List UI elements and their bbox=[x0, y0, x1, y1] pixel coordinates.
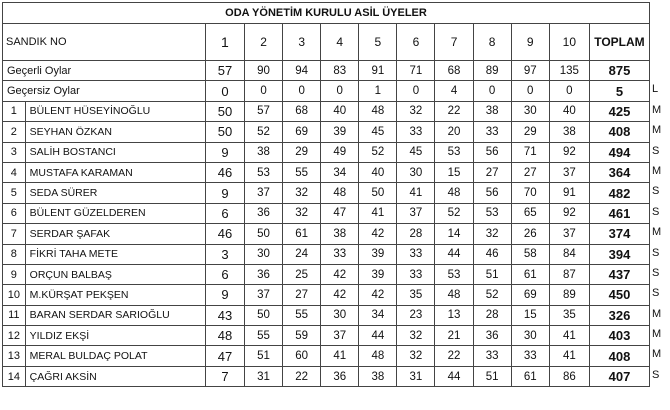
vote-cell: 31 bbox=[245, 366, 283, 386]
candidate-name: ORÇUN BALBAŞ bbox=[25, 264, 205, 284]
vote-cell: 0 bbox=[549, 81, 589, 101]
vote-cell: 55 bbox=[245, 326, 283, 346]
vote-cell: 36 bbox=[473, 326, 511, 346]
vote-cell: 31 bbox=[397, 366, 435, 386]
candidate-row bbox=[3, 122, 650, 142]
vote-cell: 70 bbox=[511, 183, 549, 203]
row-code: M bbox=[652, 226, 662, 238]
vote-cell: 48 bbox=[359, 101, 397, 121]
candidate-row bbox=[3, 366, 650, 386]
row-code: M bbox=[652, 104, 662, 116]
vote-cell: 51 bbox=[473, 366, 511, 386]
vote-cell: 20 bbox=[435, 122, 473, 142]
vote-cell: 97 bbox=[511, 61, 549, 81]
vote-cell: 0 bbox=[397, 81, 435, 101]
vote-cell: 55 bbox=[283, 305, 321, 325]
sandik-col-6: 6 bbox=[397, 24, 435, 61]
sandik-col-10: 10 bbox=[549, 24, 589, 61]
vote-cell: 33 bbox=[397, 264, 435, 284]
vote-cell: 39 bbox=[321, 122, 359, 142]
vote-cell: 41 bbox=[359, 203, 397, 223]
vote-cell: 42 bbox=[321, 264, 359, 284]
candidate-name: FİKRİ TAHA METE bbox=[25, 244, 205, 264]
vote-cell: 50 bbox=[205, 101, 244, 121]
sandik-col-4: 4 bbox=[321, 24, 359, 61]
sandik-col-1: 1 bbox=[205, 24, 244, 61]
vote-cell: 50 bbox=[205, 122, 244, 142]
vote-cell: 40 bbox=[359, 162, 397, 182]
total-cell: 403 bbox=[589, 326, 649, 346]
row-code: S bbox=[652, 247, 660, 259]
vote-cell: 47 bbox=[205, 346, 244, 366]
vote-cell: 30 bbox=[321, 305, 359, 325]
vote-cell: 52 bbox=[435, 203, 473, 223]
sandik-no-label: SANDIK NO bbox=[3, 24, 206, 61]
vote-cell: 135 bbox=[549, 61, 589, 81]
row-code: S bbox=[652, 287, 660, 299]
vote-cell: 48 bbox=[435, 183, 473, 203]
vote-cell: 0 bbox=[511, 81, 549, 101]
total-cell: 494 bbox=[589, 142, 649, 162]
sandik-col-8: 8 bbox=[473, 24, 511, 61]
vote-cell: 56 bbox=[473, 183, 511, 203]
total-cell: 326 bbox=[589, 305, 649, 325]
vote-cell: 30 bbox=[511, 326, 549, 346]
vote-cell: 40 bbox=[549, 101, 589, 121]
candidate-row bbox=[3, 224, 650, 244]
vote-cell: 15 bbox=[511, 305, 549, 325]
row-code: S bbox=[652, 185, 660, 197]
vote-cell: 44 bbox=[435, 366, 473, 386]
vote-cell: 42 bbox=[359, 285, 397, 305]
vote-cell: 30 bbox=[511, 101, 549, 121]
candidate-name: M.KÜRŞAT PEKŞEN bbox=[25, 285, 205, 305]
row-code: M bbox=[652, 328, 662, 340]
vote-cell: 25 bbox=[283, 264, 321, 284]
vote-cell: 87 bbox=[549, 264, 589, 284]
vote-cell: 3 bbox=[205, 244, 244, 264]
vote-cell: 91 bbox=[359, 61, 397, 81]
total-cell: 5 bbox=[589, 81, 649, 101]
vote-cell: 24 bbox=[283, 244, 321, 264]
vote-cell: 53 bbox=[435, 142, 473, 162]
vote-cell: 61 bbox=[511, 264, 549, 284]
row-code: M bbox=[652, 124, 662, 136]
vote-cell: 39 bbox=[359, 244, 397, 264]
vote-cell: 0 bbox=[283, 81, 321, 101]
vote-cell: 38 bbox=[473, 101, 511, 121]
total-cell: 437 bbox=[589, 264, 649, 284]
candidate-name: ÇAĞRI AKSİN bbox=[25, 366, 205, 386]
vote-cell: 92 bbox=[549, 203, 589, 223]
vote-cell: 0 bbox=[245, 81, 283, 101]
total-cell: 407 bbox=[589, 366, 649, 386]
vote-cell: 32 bbox=[283, 203, 321, 223]
vote-cell: 60 bbox=[283, 346, 321, 366]
vote-cell: 41 bbox=[549, 326, 589, 346]
total-cell: 364 bbox=[589, 162, 649, 182]
row-code: S bbox=[652, 206, 660, 218]
vote-cell: 48 bbox=[359, 346, 397, 366]
vote-cell: 55 bbox=[283, 162, 321, 182]
vote-cell: 47 bbox=[321, 203, 359, 223]
vote-cell: 32 bbox=[397, 101, 435, 121]
vote-cell: 9 bbox=[205, 285, 244, 305]
total-header: TOPLAM bbox=[589, 24, 649, 61]
vote-cell: 46 bbox=[205, 224, 244, 244]
vote-cell: 26 bbox=[511, 224, 549, 244]
sandik-col-2: 2 bbox=[245, 24, 283, 61]
vote-cell: 35 bbox=[549, 305, 589, 325]
vote-cell: 21 bbox=[435, 326, 473, 346]
vote-cell: 32 bbox=[397, 346, 435, 366]
vote-cell: 30 bbox=[397, 162, 435, 182]
vote-cell: 34 bbox=[321, 162, 359, 182]
vote-cell: 34 bbox=[359, 305, 397, 325]
candidate-row bbox=[3, 142, 650, 162]
vote-cell: 30 bbox=[245, 244, 283, 264]
row-code: L bbox=[652, 83, 659, 95]
vote-cell: 51 bbox=[245, 346, 283, 366]
vote-cell: 86 bbox=[549, 366, 589, 386]
vote-cell: 53 bbox=[473, 203, 511, 223]
vote-cell: 42 bbox=[321, 285, 359, 305]
candidate-number: 14 bbox=[3, 366, 26, 386]
vote-cell: 45 bbox=[359, 122, 397, 142]
vote-cell: 41 bbox=[321, 346, 359, 366]
vote-cell: 44 bbox=[359, 326, 397, 346]
vote-cell: 37 bbox=[245, 183, 283, 203]
vote-cell: 40 bbox=[321, 101, 359, 121]
candidate-row bbox=[3, 346, 650, 366]
vote-cell: 89 bbox=[549, 285, 589, 305]
vote-cell: 37 bbox=[245, 285, 283, 305]
summary-label: Geçersiz Oylar bbox=[3, 81, 206, 101]
vote-cell: 0 bbox=[321, 81, 359, 101]
candidate-number: 9 bbox=[3, 264, 26, 284]
vote-cell: 43 bbox=[205, 305, 244, 325]
vote-cell: 36 bbox=[245, 203, 283, 223]
vote-cell: 84 bbox=[549, 244, 589, 264]
candidate-name: MERAL BULDAÇ POLAT bbox=[25, 346, 205, 366]
vote-cell: 71 bbox=[397, 61, 435, 81]
candidate-number: 2 bbox=[3, 122, 26, 142]
vote-cell: 52 bbox=[245, 122, 283, 142]
vote-cell: 44 bbox=[435, 244, 473, 264]
vote-cell: 68 bbox=[435, 61, 473, 81]
vote-cell: 32 bbox=[397, 326, 435, 346]
vote-cell: 38 bbox=[549, 122, 589, 142]
sandik-col-9: 9 bbox=[511, 24, 549, 61]
vote-cell: 15 bbox=[435, 162, 473, 182]
vote-cell: 22 bbox=[435, 346, 473, 366]
total-cell: 425 bbox=[589, 101, 649, 121]
vote-cell: 46 bbox=[205, 162, 244, 182]
candidate-name: MUSTAFA KARAMAN bbox=[25, 162, 205, 182]
vote-cell: 89 bbox=[473, 61, 511, 81]
candidate-row bbox=[3, 264, 650, 284]
candidate-number: 11 bbox=[3, 305, 26, 325]
candidate-row bbox=[3, 101, 650, 121]
vote-cell: 49 bbox=[321, 142, 359, 162]
vote-cell: 28 bbox=[397, 224, 435, 244]
candidate-name: SEDA SÜRER bbox=[25, 183, 205, 203]
summary-label: Geçerli Oylar bbox=[3, 61, 206, 81]
vote-cell: 41 bbox=[549, 346, 589, 366]
vote-cell: 38 bbox=[245, 142, 283, 162]
title-row bbox=[3, 3, 650, 24]
vote-cell: 32 bbox=[283, 183, 321, 203]
row-code: S bbox=[652, 145, 660, 157]
vote-cell: 53 bbox=[245, 162, 283, 182]
vote-cell: 59 bbox=[283, 326, 321, 346]
total-cell: 482 bbox=[589, 183, 649, 203]
candidate-number: 3 bbox=[3, 142, 26, 162]
total-cell: 394 bbox=[589, 244, 649, 264]
vote-cell: 56 bbox=[473, 142, 511, 162]
candidate-number: 1 bbox=[3, 101, 26, 121]
vote-cell: 13 bbox=[435, 305, 473, 325]
vote-cell: 65 bbox=[511, 203, 549, 223]
vote-cell: 45 bbox=[397, 142, 435, 162]
total-cell: 408 bbox=[589, 122, 649, 142]
candidate-name: YILDIZ EKŞİ bbox=[25, 326, 205, 346]
candidate-number: 13 bbox=[3, 346, 26, 366]
vote-cell: 0 bbox=[473, 81, 511, 101]
vote-cell: 83 bbox=[321, 61, 359, 81]
vote-cell: 37 bbox=[549, 224, 589, 244]
candidate-number: 8 bbox=[3, 244, 26, 264]
vote-cell: 33 bbox=[473, 122, 511, 142]
vote-cell: 27 bbox=[473, 162, 511, 182]
vote-cell: 36 bbox=[245, 264, 283, 284]
candidate-row bbox=[3, 183, 650, 203]
vote-cell: 48 bbox=[435, 285, 473, 305]
candidate-row bbox=[3, 326, 650, 346]
vote-cell: 27 bbox=[283, 285, 321, 305]
vote-cell: 1 bbox=[359, 81, 397, 101]
vote-cell: 52 bbox=[473, 285, 511, 305]
total-cell: 450 bbox=[589, 285, 649, 305]
vote-cell: 58 bbox=[511, 244, 549, 264]
vote-cell: 4 bbox=[435, 81, 473, 101]
candidate-number: 4 bbox=[3, 162, 26, 182]
vote-cell: 33 bbox=[473, 346, 511, 366]
vote-cell: 9 bbox=[205, 183, 244, 203]
vote-cell: 32 bbox=[473, 224, 511, 244]
vote-cell: 50 bbox=[245, 305, 283, 325]
vote-results-table bbox=[2, 2, 650, 387]
vote-cell: 14 bbox=[435, 224, 473, 244]
vote-cell: 37 bbox=[397, 203, 435, 223]
sandik-col-5: 5 bbox=[359, 24, 397, 61]
candidate-number: 7 bbox=[3, 224, 26, 244]
vote-cell: 22 bbox=[283, 366, 321, 386]
sandik-col-7: 7 bbox=[435, 24, 473, 61]
candidate-row bbox=[3, 203, 650, 223]
vote-cell: 37 bbox=[321, 326, 359, 346]
vote-cell: 38 bbox=[321, 224, 359, 244]
vote-cell: 61 bbox=[283, 224, 321, 244]
vote-cell: 39 bbox=[359, 264, 397, 284]
vote-cell: 23 bbox=[397, 305, 435, 325]
candidate-row bbox=[3, 305, 650, 325]
vote-cell: 28 bbox=[473, 305, 511, 325]
vote-cell: 6 bbox=[205, 203, 244, 223]
candidate-name: SALİH BOSTANCI bbox=[25, 142, 205, 162]
candidate-number: 5 bbox=[3, 183, 26, 203]
vote-cell: 92 bbox=[549, 142, 589, 162]
candidate-number: 10 bbox=[3, 285, 26, 305]
total-cell: 875 bbox=[589, 61, 649, 81]
candidate-row bbox=[3, 244, 650, 264]
row-code: M bbox=[652, 348, 662, 360]
candidate-name: BÜLENT GÜZELDEREN bbox=[25, 203, 205, 223]
vote-cell: 69 bbox=[283, 122, 321, 142]
vote-cell: 91 bbox=[549, 183, 589, 203]
row-code: S bbox=[652, 369, 660, 381]
row-code: M bbox=[652, 165, 662, 177]
vote-cell: 35 bbox=[397, 285, 435, 305]
candidate-name: SERDAR ŞAFAK bbox=[25, 224, 205, 244]
vote-cell: 48 bbox=[205, 326, 244, 346]
vote-cell: 29 bbox=[511, 122, 549, 142]
vote-cell: 36 bbox=[321, 366, 359, 386]
summary-row bbox=[3, 61, 650, 81]
candidate-number: 6 bbox=[3, 203, 26, 223]
candidate-name: BÜLENT HÜSEYİNOĞLU bbox=[25, 101, 205, 121]
candidate-name: SEYHAN ÖZKAN bbox=[25, 122, 205, 142]
vote-cell: 41 bbox=[397, 183, 435, 203]
vote-cell: 68 bbox=[283, 101, 321, 121]
vote-cell: 71 bbox=[511, 142, 549, 162]
vote-cell: 50 bbox=[359, 183, 397, 203]
summary-row bbox=[3, 81, 650, 101]
vote-cell: 33 bbox=[397, 244, 435, 264]
vote-cell: 37 bbox=[549, 162, 589, 182]
vote-cell: 42 bbox=[359, 224, 397, 244]
vote-cell: 57 bbox=[205, 61, 244, 81]
row-code: S bbox=[652, 267, 660, 279]
header-row bbox=[3, 24, 650, 61]
candidate-number: 12 bbox=[3, 326, 26, 346]
candidate-row bbox=[3, 285, 650, 305]
vote-cell: 46 bbox=[473, 244, 511, 264]
vote-cell: 90 bbox=[245, 61, 283, 81]
candidate-name: BARAN SERDAR SARIOĞLU bbox=[25, 305, 205, 325]
candidate-row bbox=[3, 162, 650, 182]
vote-cell: 51 bbox=[473, 264, 511, 284]
vote-cell: 69 bbox=[511, 285, 549, 305]
vote-cell: 61 bbox=[511, 366, 549, 386]
vote-cell: 0 bbox=[205, 81, 244, 101]
total-cell: 374 bbox=[589, 224, 649, 244]
vote-cell: 57 bbox=[245, 101, 283, 121]
vote-cell: 53 bbox=[435, 264, 473, 284]
vote-cell: 22 bbox=[435, 101, 473, 121]
vote-cell: 52 bbox=[359, 142, 397, 162]
vote-cell: 7 bbox=[205, 366, 244, 386]
vote-cell: 33 bbox=[511, 346, 549, 366]
vote-cell: 27 bbox=[511, 162, 549, 182]
total-cell: 408 bbox=[589, 346, 649, 366]
vote-cell: 6 bbox=[205, 264, 244, 284]
table-title: ODA YÖNETİM KURULU ASİL ÜYELER bbox=[3, 3, 650, 24]
vote-cell: 29 bbox=[283, 142, 321, 162]
sandik-col-3: 3 bbox=[283, 24, 321, 61]
vote-cell: 9 bbox=[205, 142, 244, 162]
total-cell: 461 bbox=[589, 203, 649, 223]
vote-cell: 94 bbox=[283, 61, 321, 81]
vote-cell: 48 bbox=[321, 183, 359, 203]
vote-cell: 38 bbox=[359, 366, 397, 386]
vote-cell: 33 bbox=[397, 122, 435, 142]
vote-cell: 33 bbox=[321, 244, 359, 264]
vote-cell: 50 bbox=[245, 224, 283, 244]
row-code: M bbox=[652, 308, 662, 320]
